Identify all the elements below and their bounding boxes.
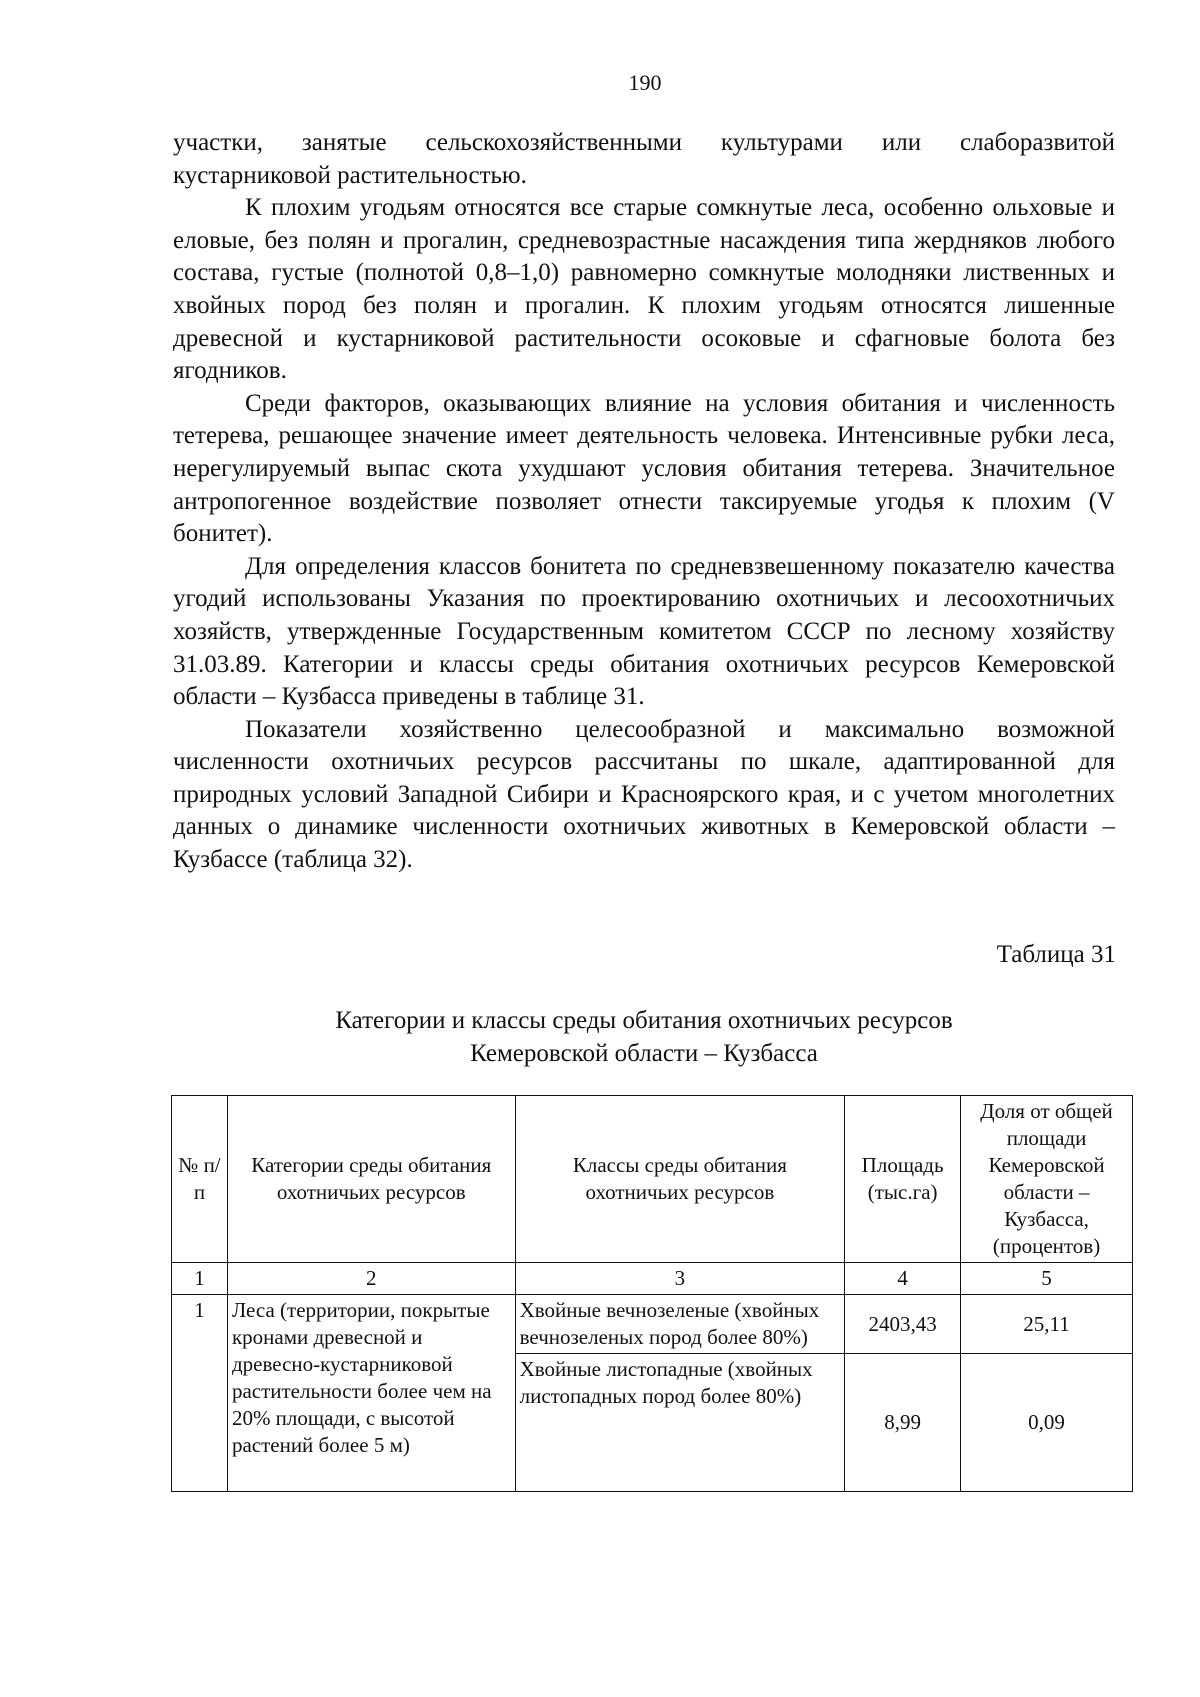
row-num: 1	[172, 1295, 228, 1492]
column-number-row	[172, 1263, 1133, 1295]
row-category: Леса (территории, покрытые кронами древесной и древесно-кустарниковой растительности более чем на 20% площади, с высотой растений более 5 м)	[227, 1295, 515, 1492]
paragraph-4: Для определения классов бонитета по средневзвешенному показателю качества угодий использованы Указания по проектированию охотничьих и лесоохотничьих хозяйств, утвержденные Государственным комитетом СССР по лесному хозяйству 31.03.89. Категории и классы среды обитания охотничьих ресурсов Кемеровской области – Кузбасса приведены в таблице 31.	[173, 552, 1115, 711]
row-class: Хвойные вечнозеленые (хвойных вечнозеленых пород более 80%)	[515, 1295, 845, 1354]
row-class: Хвойные листопадные (хвойных листопадных пород более 80%)	[515, 1354, 845, 1492]
row-area: 8,99	[845, 1354, 961, 1492]
table-caption	[173, 1004, 1115, 1070]
table-caption-line-2: Кемеровской области – Кузбасса	[470, 1040, 818, 1067]
column-number: 3	[515, 1263, 845, 1295]
table-caption-line-1: Категории и классы среды обитания охотничьих ресурсов	[335, 1007, 953, 1034]
paragraph-3: Среди факторов, оказывающих влияние на условия обитания и численность тетерева, решающее значение имеет деятельность человека. Интенсивные рубки леса, нерегулируемый выпас скота ухудшают условия обитания тетерева. Значительное антропогенное воздействие позволяет отнести таксируемые угодья к плохим (V бонитет).	[173, 389, 1115, 548]
paragraph-2: К плохим угодьям относятся все старые сомкнутые леса, особенно ольховые и еловые, без полян и прогалин, средневозрастные насаждения типа жердняков любого состава, густые (полнотой 0,8–1,0) равномерно сомкнутые молодняки лиственных и хвойных пород без полян и прогалин. К плохим угодьям относятся лишенные древесной и кустарниковой растительности осоковые и сфагновые болота без ягодников.	[173, 194, 1115, 385]
table-label: Таблица 31	[996, 941, 1116, 968]
page-number: 190	[628, 70, 662, 95]
column-number: 5	[961, 1263, 1133, 1295]
column-number: 2	[227, 1263, 515, 1295]
table-row	[172, 1295, 1133, 1354]
habitat-table	[171, 1095, 1133, 1492]
header-share: Доля от общей площади Кемеровской области – Кузбасса, (процентов)	[961, 1096, 1133, 1263]
column-number: 1	[172, 1263, 228, 1295]
paragraph-5: Показатели хозяйственно целесообразной и максимально возможной численности охотничьих ресурсов рассчитаны по шкале, адаптированной для природных условий Западной Сибири и Красноярского края, и с учетом многолетних данных о динамике численности охотничьих животных в Кемеровской области – Кузбассе (таблица 32).	[173, 715, 1115, 874]
row-share: 0,09	[961, 1354, 1133, 1492]
paragraph-1: участки, занятые сельскохозяйственными культурами или слаборазвитой кустарниковой растительностью.	[173, 129, 1115, 189]
header-num: № п/п	[172, 1096, 228, 1263]
header-area: Площадь (тыс.га)	[845, 1096, 961, 1263]
header-class: Классы среды обитания охотничьих ресурсов	[515, 1096, 845, 1263]
body-text	[173, 127, 1115, 877]
column-number: 4	[845, 1263, 961, 1295]
row-area: 2403,43	[845, 1295, 961, 1354]
table-header-row	[172, 1096, 1133, 1263]
header-category: Категории среды обитания охотничьих ресурсов	[227, 1096, 515, 1263]
row-share: 25,11	[961, 1295, 1133, 1354]
